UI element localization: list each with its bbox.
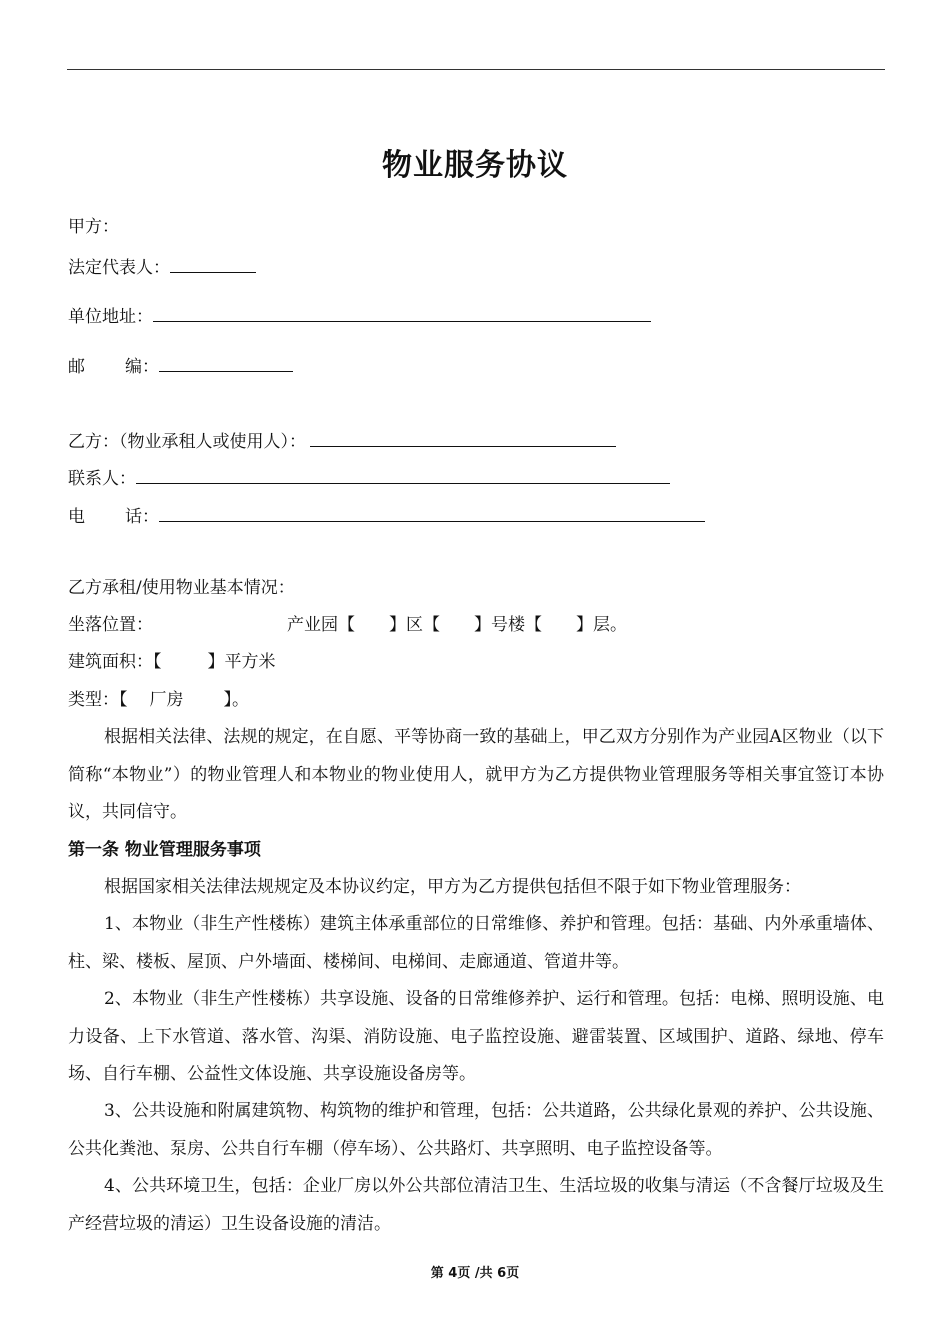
location-floor: 】层。 <box>576 615 627 635</box>
postcode-field[interactable] <box>159 353 293 372</box>
article-1-item-1: 1、本物业（非生产性楼栋）建筑主体承重部位的日常维修、养护和管理。包括：基础、内外承重墙体、柱、梁、楼板、屋顶、户外墙面、楼梯间、电梯间、走廊通道、管道井等。 <box>68 914 884 972</box>
area-unit: 】平方米 <box>207 652 276 672</box>
article-1-item-4: 4、公共环境卫生，包括：企业厂房以外公共部位清洁卫生、生活垃圾的收集与清运（不含餐厅垃圾及生产经营垃圾的清运）卫生设备设施的清洁。 <box>68 1176 884 1234</box>
area-line <box>68 651 276 673</box>
basic-info-heading: 乙方承租/使用物业基本情况： <box>68 578 295 598</box>
address-line <box>68 303 651 328</box>
phone-line <box>68 503 705 528</box>
party-b-label: 乙方：（物业承租人或使用人）： <box>68 432 306 452</box>
postcode-line <box>68 353 293 378</box>
phone-field[interactable] <box>159 503 705 522</box>
intro-paragraph: 根据相关法律、法规的规定，在自愿、平等协商一致的基础上，甲乙双方分别作为产业园A区物业（以下简称“本物业”）的物业管理人和本物业的物业使用人，就甲方为乙方提供物业管理服务等相关事宜签订本协议，共同信守。 <box>68 727 884 822</box>
party-b-line <box>68 428 616 453</box>
location-label: 坐落位置： <box>68 615 153 635</box>
article-1-item-3: 3、公共设施和附属建筑物、构筑物的维护和管理，包括：公共道路，公共绿化景观的养护、公共设施、公共化粪池、泵房、公共自行车棚（停车场）、公共路灯、共享照明、电子监控设备等。 <box>68 1101 884 1159</box>
location-line <box>68 614 627 636</box>
area-label: 建筑面积：【 <box>68 652 162 672</box>
location-park: 产业园【 <box>287 615 355 635</box>
location-zone: 】区【 <box>389 615 440 635</box>
address-label: 单位地址： <box>68 307 153 327</box>
header-rule <box>67 69 885 70</box>
document-title: 物业服务协议 <box>382 148 568 183</box>
party-a-label: 甲方： <box>68 217 119 237</box>
legal-rep-line <box>68 254 256 279</box>
postcode-label-2: 编： <box>125 357 159 377</box>
phone-label-2: 话： <box>125 507 159 527</box>
party-b-field[interactable] <box>310 428 616 447</box>
article-1-intro: 根据国家相关法律法规规定及本协议约定，甲方为乙方提供包括但不限于如下物业管理服务： <box>104 877 801 897</box>
contact-field[interactable] <box>136 465 670 484</box>
type-end: 】。 <box>223 690 249 710</box>
legal-rep-label: 法定代表人： <box>68 258 170 278</box>
phone-label-1: 电 <box>68 507 85 527</box>
type-label: 类型：【 <box>68 690 128 710</box>
type-value: 厂房 <box>149 690 184 710</box>
postcode-label-1: 邮 <box>68 357 85 377</box>
type-line <box>68 689 249 711</box>
legal-rep-field[interactable] <box>170 254 256 273</box>
article-1-heading: 第一条 物业管理服务事项 <box>68 840 261 860</box>
page-footer: 第 4页 /共 6页 <box>430 1266 520 1281</box>
address-field[interactable] <box>153 303 651 322</box>
contact-label: 联系人： <box>68 469 136 489</box>
contact-line <box>68 465 670 490</box>
location-building: 】号楼【 <box>474 615 542 635</box>
article-1-item-2: 2、本物业（非生产性楼栋）共享设施、设备的日常维修养护、运行和管理。包括：电梯、照明设施、电力设备、上下水管道、落水管、沟渠、消防设施、电子监控设施、避雷装置、区域围护、道路、绿地、停车场、自行车棚、公益性文体设施、共享设施设备房等。 <box>68 989 884 1084</box>
